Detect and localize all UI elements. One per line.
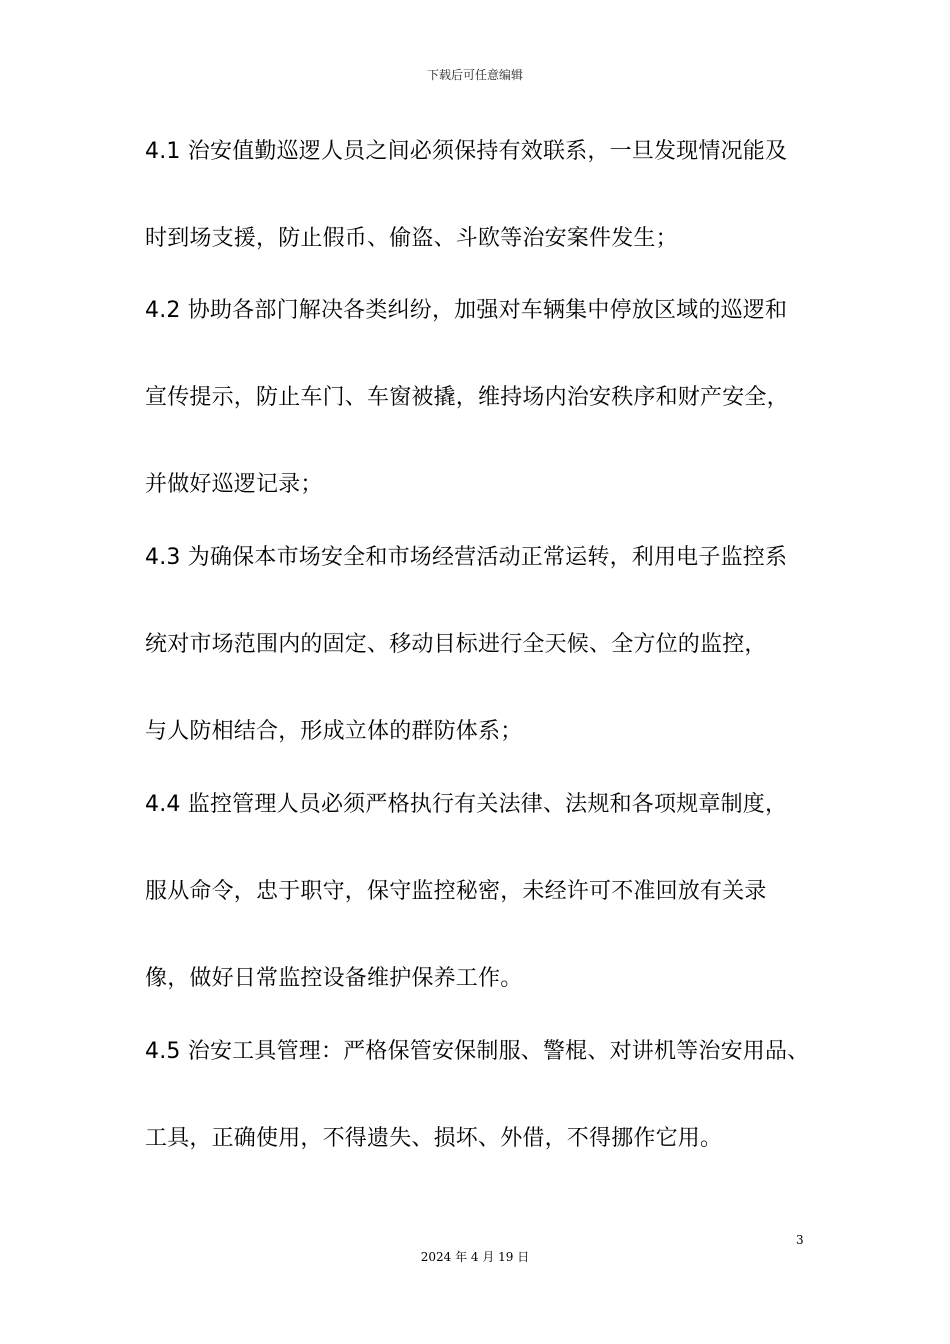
- paragraph-4-4-line-2: 服从命令，忠于职守，保守监控秘密，未经许可不准回放有关录: [145, 879, 767, 904]
- paragraph-4-4-line-1: 4.4 监控管理人员必须严格执行有关法律、法规和各项规章制度，: [145, 792, 788, 817]
- paragraph-4-3-line-3: 与人防相结合，形成立体的群防体系；: [145, 719, 523, 744]
- paragraph-4-2-line-3: 并做好巡逻记录；: [145, 472, 323, 497]
- page-number: 3: [796, 1233, 804, 1247]
- paragraph-4-5-line-2: 工具，正确使用，不得遗失、损坏、外借，不得挪作它用。: [145, 1126, 723, 1151]
- paragraph-4-3-line-1: 4.3 为确保本市场安全和市场经营活动正常运转，利用电子监控系: [145, 545, 788, 570]
- paragraph-4-1-line-1: 4.1 治安值勤巡逻人员之间必须保持有效联系，一旦发现情况能及: [145, 139, 788, 164]
- paragraph-4-5-line-1: 4.5 治安工具管理：严格保管安保制服、警棍、对讲机等治安用品、: [145, 1039, 810, 1064]
- paragraph-4-4-line-3: 像，做好日常监控设备维护保养工作。: [145, 966, 523, 991]
- page-header: 下载后可任意编辑: [426, 68, 523, 82]
- paragraph-4-2-line-2: 宣传提示，防止车门、车窗被撬，维持场内治安秩序和财产安全，: [145, 385, 789, 410]
- paragraph-4-2-line-1: 4.2 协助各部门解决各类纠纷，加强对车辆集中停放区域的巡逻和: [145, 298, 788, 323]
- paragraph-4-1-line-2: 时到场支援，防止假币、偷盗、斗欧等治安案件发生；: [145, 226, 678, 251]
- footer-date: 2024 年 4 月 19 日: [420, 1250, 530, 1264]
- paragraph-4-3-line-2: 统对市场范围内的固定、移动目标进行全天候、全方位的监控，: [145, 632, 767, 657]
